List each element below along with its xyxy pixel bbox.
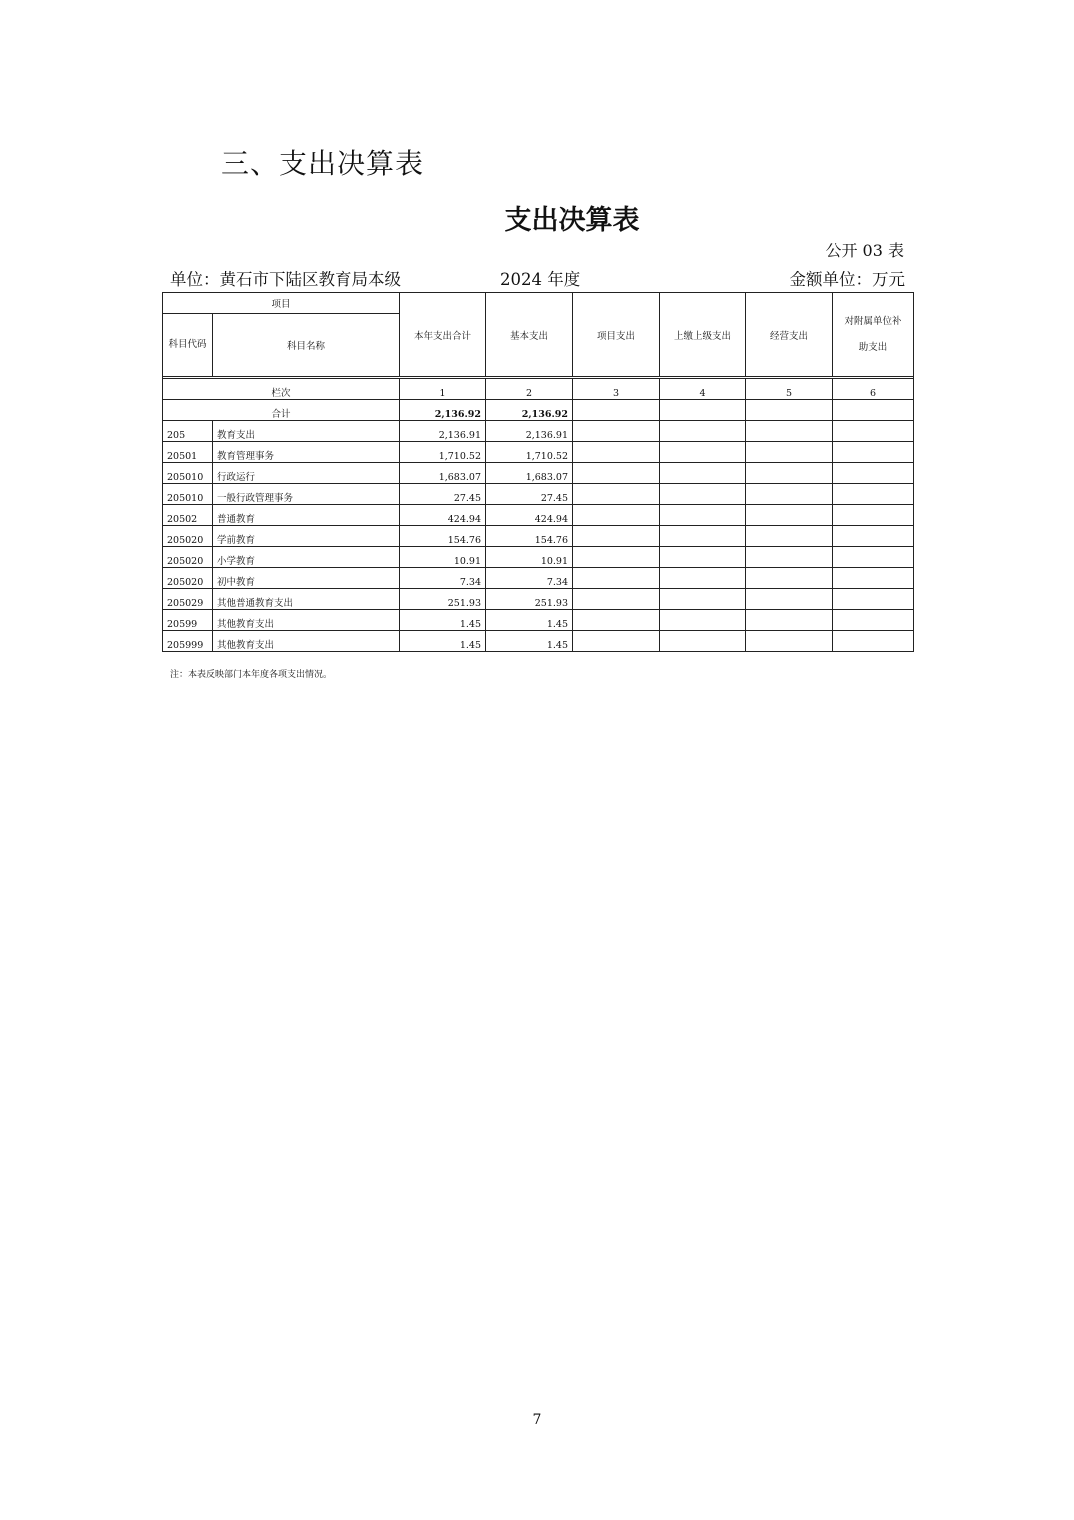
section-title: 三、支出决算表	[221, 147, 425, 180]
row-total: 251.93	[400, 589, 486, 610]
table-row	[163, 568, 914, 589]
row-total: 154.76	[400, 526, 486, 547]
row-code: 20599	[163, 610, 213, 631]
unit-row	[170, 266, 905, 288]
row-name: 小学教育	[213, 547, 400, 568]
row-name: 普通教育	[213, 505, 400, 526]
row-code: 205020	[163, 568, 213, 589]
header-code: 科目代码	[163, 314, 213, 377]
row-total: 7.34	[400, 568, 486, 589]
row-code: 20501	[163, 442, 213, 463]
table-row	[163, 526, 914, 547]
header-subsidy: 对附属单位补助支出	[833, 293, 914, 377]
row-name: 其他教育支出	[213, 631, 400, 652]
row-name: 其他普通教育支出	[213, 589, 400, 610]
header-upper: 上缴上级支出	[660, 293, 746, 377]
header-name: 科目名称	[213, 314, 400, 377]
row-basic: 10.91	[486, 547, 573, 568]
table-row	[163, 589, 914, 610]
row-name: 教育支出	[213, 421, 400, 442]
row-basic: 7.34	[486, 568, 573, 589]
row-basic: 1.45	[486, 631, 573, 652]
row-total: 27.45	[400, 484, 486, 505]
money-unit-label: 金额单位：万元	[789, 270, 905, 289]
sum-total: 2,136.92	[400, 400, 486, 421]
row-code: 205010	[163, 484, 213, 505]
table-row	[163, 442, 914, 463]
row-code: 205020	[163, 547, 213, 568]
column-number: 4	[660, 379, 746, 400]
table-row	[163, 631, 914, 652]
unit-label: 单位：黄石市下陆区教育局本级	[170, 270, 401, 289]
table-note: 注：本表反映部门本年度各项支出情况。	[170, 670, 333, 680]
row-basic: 1.45	[486, 610, 573, 631]
row-name: 行政运行	[213, 463, 400, 484]
row-total: 1,710.52	[400, 442, 486, 463]
row-code: 205020	[163, 526, 213, 547]
sum-label: 合计	[163, 400, 400, 421]
row-total: 1.45	[400, 631, 486, 652]
table-row	[163, 547, 914, 568]
header-basic: 基本支出	[486, 293, 573, 377]
row-name: 初中教育	[213, 568, 400, 589]
column-number: 1	[400, 379, 486, 400]
row-basic: 251.93	[486, 589, 573, 610]
table-row	[163, 484, 914, 505]
header-item: 项目	[163, 293, 400, 314]
column-number: 6	[833, 379, 914, 400]
row-total: 1.45	[400, 610, 486, 631]
header-business: 经营支出	[746, 293, 833, 377]
row-total: 2,136.91	[400, 421, 486, 442]
row-basic: 1,683.07	[486, 463, 573, 484]
row-code: 20502	[163, 505, 213, 526]
row-total: 1,683.07	[400, 463, 486, 484]
row-code: 205999	[163, 631, 213, 652]
row-basic: 2,136.91	[486, 421, 573, 442]
row-code: 205	[163, 421, 213, 442]
row-basic: 424.94	[486, 505, 573, 526]
table-title: 支出决算表	[504, 205, 640, 236]
row-total: 10.91	[400, 547, 486, 568]
column-number: 5	[746, 379, 833, 400]
table-row	[163, 463, 914, 484]
row-name: 学前教育	[213, 526, 400, 547]
row-name: 其他教育支出	[213, 610, 400, 631]
table-code: 公开 03 表	[825, 241, 904, 260]
table-row	[163, 610, 914, 631]
row-total: 424.94	[400, 505, 486, 526]
row-code: 205029	[163, 589, 213, 610]
year-label: 2024 年度	[500, 270, 581, 289]
page-number: 7	[532, 1412, 542, 1428]
row-basic: 154.76	[486, 526, 573, 547]
header-total: 本年支出合计	[400, 293, 486, 377]
column-number: 2	[486, 379, 573, 400]
table-row	[163, 505, 914, 526]
sum-row	[163, 400, 914, 421]
row-basic: 1,710.52	[486, 442, 573, 463]
table-row	[163, 421, 914, 442]
expenditure-table	[162, 292, 914, 652]
row-basic: 27.45	[486, 484, 573, 505]
row-name: 教育管理事务	[213, 442, 400, 463]
column-number: 3	[573, 379, 660, 400]
header-project: 项目支出	[573, 293, 660, 377]
column-row-label: 栏次	[163, 379, 400, 400]
row-name: 一般行政管理事务	[213, 484, 400, 505]
sum-basic: 2,136.92	[486, 400, 573, 421]
row-code: 205010	[163, 463, 213, 484]
